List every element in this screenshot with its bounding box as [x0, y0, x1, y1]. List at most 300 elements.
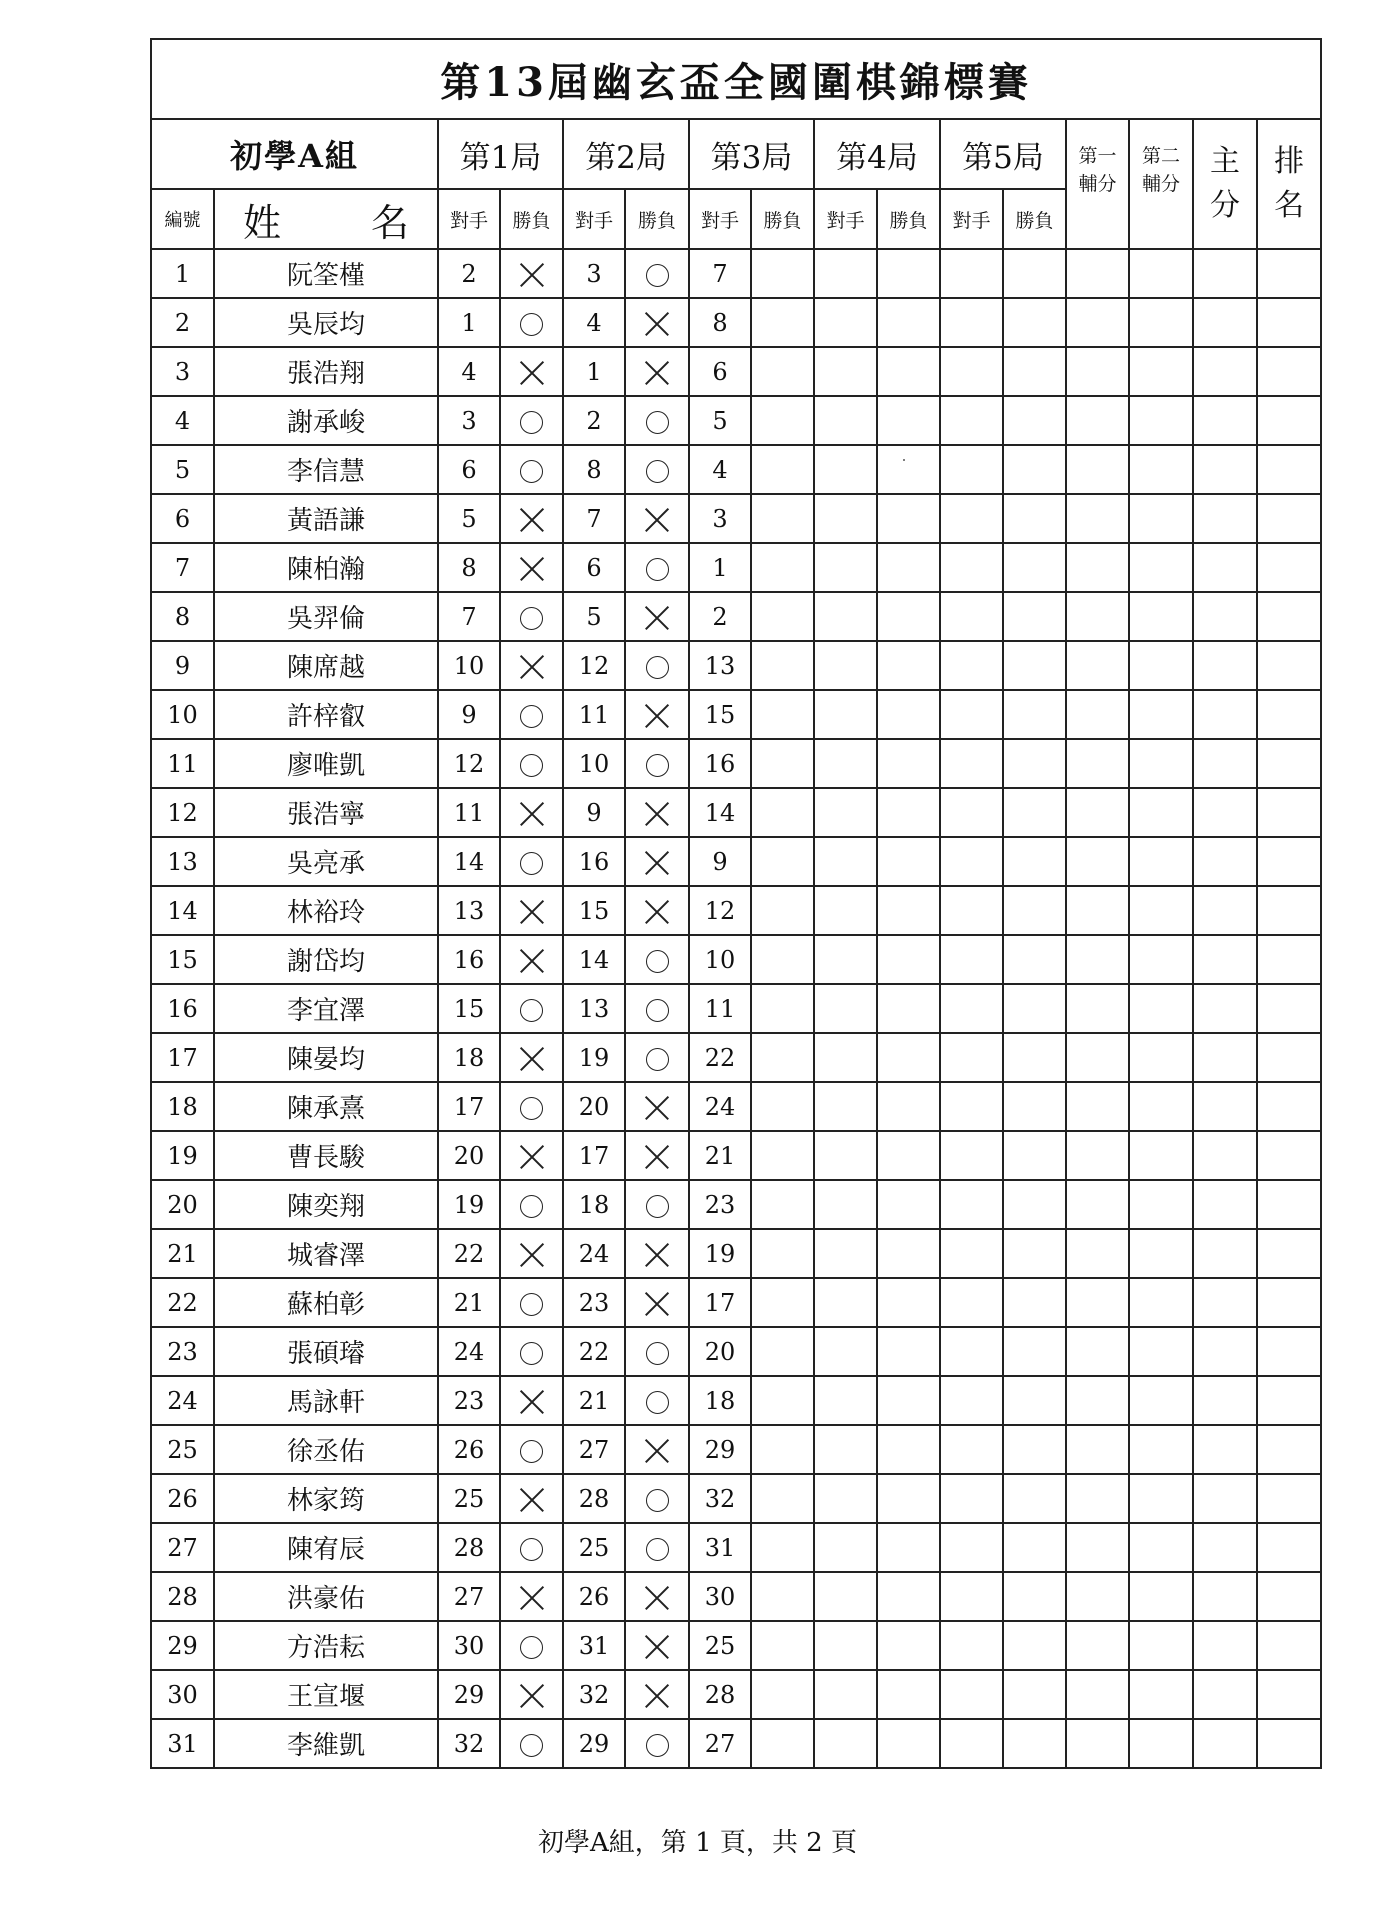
- round-4-result: [877, 396, 940, 445]
- round-3-opponent: 14: [689, 788, 751, 837]
- tiebreak-2-cell: [1129, 837, 1193, 886]
- rank-cell: [1257, 445, 1321, 494]
- round-2-opponent: 8: [563, 445, 625, 494]
- tiebreak-1-cell: [1066, 1131, 1129, 1180]
- tiebreak-1-cell: [1066, 886, 1129, 935]
- round-5-opponent: [940, 1719, 1003, 1768]
- loss-cross-icon: [519, 1683, 545, 1709]
- round-4-opponent: [814, 592, 877, 641]
- opponent-header: 對手: [814, 189, 877, 249]
- round-5-result: [1003, 445, 1066, 494]
- player-name: 林裕玲: [214, 886, 438, 935]
- round-1-result: [500, 1621, 563, 1670]
- opponent-header: 對手: [689, 189, 751, 249]
- tiebreak-2-cell: [1129, 788, 1193, 837]
- player-name: 林家筠: [214, 1474, 438, 1523]
- tiebreak-1-cell: [1066, 494, 1129, 543]
- rank-cell: [1257, 1523, 1321, 1572]
- round-5-opponent: [940, 1670, 1003, 1719]
- round-1-opponent: 27: [438, 1572, 500, 1621]
- table-row: [151, 1278, 1321, 1327]
- tiebreak-1-cell: [1066, 1425, 1129, 1474]
- rank-cell: [1257, 396, 1321, 445]
- win-circle-icon: [520, 754, 543, 777]
- round-3-opponent: 10: [689, 935, 751, 984]
- round-4-opponent: [814, 1572, 877, 1621]
- player-number: 16: [151, 984, 214, 1033]
- round-2-result: [625, 739, 689, 788]
- loss-cross-icon: [519, 262, 545, 288]
- round-2-result: [625, 1229, 689, 1278]
- round-1-opponent: 2: [438, 249, 500, 298]
- table-row: [151, 641, 1321, 690]
- round-4-opponent: [814, 298, 877, 347]
- round-2-result: [625, 935, 689, 984]
- round-1-result: [500, 396, 563, 445]
- round-3-result: [751, 690, 814, 739]
- rank-cell: [1257, 1327, 1321, 1376]
- round-2-opponent: 2: [563, 396, 625, 445]
- win-circle-icon: [646, 1489, 669, 1512]
- round-5-opponent: [940, 543, 1003, 592]
- loss-cross-icon: [644, 1585, 670, 1611]
- number-column-header: 編號: [151, 189, 214, 249]
- tiebreak-1-line1: 第一: [1078, 145, 1117, 167]
- main-score-cell: [1193, 739, 1257, 788]
- win-circle-icon: [520, 460, 543, 483]
- rank-cell: [1257, 1572, 1321, 1621]
- tiebreak-1-cell: [1066, 1670, 1129, 1719]
- rank-cell: [1257, 1376, 1321, 1425]
- round-2-opponent: 29: [563, 1719, 625, 1768]
- round-2-opponent: 23: [563, 1278, 625, 1327]
- round-5-opponent: [940, 347, 1003, 396]
- round-4-result: [877, 1425, 940, 1474]
- round-2-result: [625, 837, 689, 886]
- round-3-result: [751, 592, 814, 641]
- score-sheet: [150, 38, 1317, 1783]
- round-5-result: [1003, 494, 1066, 543]
- loss-cross-icon: [644, 801, 670, 827]
- round-2-result: [625, 984, 689, 1033]
- table-row: [151, 1670, 1321, 1719]
- win-circle-icon: [646, 264, 669, 287]
- round-2-result: [625, 690, 689, 739]
- round-2-result: [625, 1523, 689, 1572]
- rank-cell: [1257, 1033, 1321, 1082]
- player-number: 18: [151, 1082, 214, 1131]
- tiebreak-1-cell: [1066, 1621, 1129, 1670]
- player-name: 蘇柏彰: [214, 1278, 438, 1327]
- loss-cross-icon: [519, 1046, 545, 1072]
- loss-cross-icon: [519, 1242, 545, 1268]
- rank-cell: [1257, 1474, 1321, 1523]
- tiebreak-2-cell: [1129, 347, 1193, 396]
- player-name: 吳辰均: [214, 298, 438, 347]
- table-row: [151, 592, 1321, 641]
- main-score-cell: [1193, 1180, 1257, 1229]
- round-2-opponent: 21: [563, 1376, 625, 1425]
- player-number: 29: [151, 1621, 214, 1670]
- round-3-result: [751, 396, 814, 445]
- main-score-cell: [1193, 347, 1257, 396]
- round-5-result: [1003, 1474, 1066, 1523]
- round-5-opponent: [940, 935, 1003, 984]
- round-4-opponent: [814, 1621, 877, 1670]
- round-5-result: [1003, 1670, 1066, 1719]
- round-1-opponent: 19: [438, 1180, 500, 1229]
- round-3-result: [751, 445, 814, 494]
- tiebreak-1-cell: [1066, 641, 1129, 690]
- round-4-opponent: [814, 249, 877, 298]
- round-4-opponent: [814, 1327, 877, 1376]
- table-row: [151, 984, 1321, 1033]
- round-4-opponent: [814, 641, 877, 690]
- round-3-opponent: 5: [689, 396, 751, 445]
- round-5-opponent: [940, 1180, 1003, 1229]
- round-2-opponent: 4: [563, 298, 625, 347]
- main-score-cell: [1193, 298, 1257, 347]
- rank-cell: [1257, 1229, 1321, 1278]
- table-row: [151, 886, 1321, 935]
- round-1-result: [500, 249, 563, 298]
- player-number: 30: [151, 1670, 214, 1719]
- player-name: 李維凱: [214, 1719, 438, 1768]
- win-circle-icon: [520, 1195, 543, 1218]
- player-number: 12: [151, 788, 214, 837]
- round-1-result: [500, 886, 563, 935]
- round-1-opponent: 15: [438, 984, 500, 1033]
- round-5-opponent: [940, 298, 1003, 347]
- main-score-cell: [1193, 837, 1257, 886]
- round-1-result: [500, 494, 563, 543]
- round-4-opponent: [814, 1082, 877, 1131]
- round-3-header: 第3局: [689, 119, 814, 189]
- round-3-result: [751, 1523, 814, 1572]
- round-5-opponent: [940, 445, 1003, 494]
- main-score-cell: [1193, 1670, 1257, 1719]
- player-name: 吳亮承: [214, 837, 438, 886]
- player-number: 8: [151, 592, 214, 641]
- player-name: 謝岱均: [214, 935, 438, 984]
- player-name: 陳承熹: [214, 1082, 438, 1131]
- round-4-result: [877, 1474, 940, 1523]
- tiebreak-1-cell: [1066, 935, 1129, 984]
- main-score-cell: [1193, 1327, 1257, 1376]
- tiebreak-2-cell: [1129, 1523, 1193, 1572]
- round-4-result: [877, 298, 940, 347]
- round-3-opponent: 23: [689, 1180, 751, 1229]
- round-2-opponent: 27: [563, 1425, 625, 1474]
- win-circle-icon: [520, 999, 543, 1022]
- round-1-result: [500, 1278, 563, 1327]
- round-5-opponent: [940, 1474, 1003, 1523]
- tiebreak-1-cell: [1066, 592, 1129, 641]
- round-3-result: [751, 1180, 814, 1229]
- tiebreak-1-cell: [1066, 1523, 1129, 1572]
- tiebreak-2-cell: [1129, 396, 1193, 445]
- rank-cell: [1257, 494, 1321, 543]
- round-5-opponent: [940, 1033, 1003, 1082]
- round-2-opponent: 17: [563, 1131, 625, 1180]
- round-5-opponent: [940, 886, 1003, 935]
- table-row: [151, 1376, 1321, 1425]
- rank-header: [1257, 119, 1321, 249]
- round-2-result: [625, 1033, 689, 1082]
- tiebreak-2-cell: [1129, 1327, 1193, 1376]
- round-1-result: [500, 445, 563, 494]
- name-header-char-1: 姓: [242, 200, 281, 245]
- round-2-result: [625, 592, 689, 641]
- loss-cross-icon: [644, 850, 670, 876]
- round-1-opponent: 21: [438, 1278, 500, 1327]
- win-circle-icon: [520, 313, 543, 336]
- main-score-cell: [1193, 249, 1257, 298]
- round-4-result: [877, 739, 940, 788]
- player-name: 曹長駿: [214, 1131, 438, 1180]
- table-row: [151, 298, 1321, 347]
- round-1-opponent: 20: [438, 1131, 500, 1180]
- loss-cross-icon: [519, 556, 545, 582]
- round-4-opponent: [814, 984, 877, 1033]
- round-5-result: [1003, 1621, 1066, 1670]
- tiebreak-2-cell: [1129, 1082, 1193, 1131]
- loss-cross-icon: [644, 703, 670, 729]
- main-score-cell: [1193, 396, 1257, 445]
- round-1-opponent: 11: [438, 788, 500, 837]
- player-name: 張浩翔: [214, 347, 438, 396]
- round-2-result: [625, 1376, 689, 1425]
- tiebreak-2-cell: [1129, 592, 1193, 641]
- round-5-result: [1003, 1033, 1066, 1082]
- player-name: 王宣堰: [214, 1670, 438, 1719]
- round-2-result: [625, 1670, 689, 1719]
- round-1-opponent: 30: [438, 1621, 500, 1670]
- round-5-opponent: [940, 1229, 1003, 1278]
- round-5-result: [1003, 396, 1066, 445]
- tiebreak-2-cell: [1129, 1180, 1193, 1229]
- round-3-result: [751, 1376, 814, 1425]
- round-4-result: [877, 984, 940, 1033]
- round-2-opponent: 32: [563, 1670, 625, 1719]
- round-2-opponent: 6: [563, 543, 625, 592]
- round-2-result: [625, 1327, 689, 1376]
- round-3-result: [751, 1474, 814, 1523]
- round-1-header: 第1局: [438, 119, 563, 189]
- round-2-opponent: 18: [563, 1180, 625, 1229]
- rank-cell: [1257, 788, 1321, 837]
- win-circle-icon: [520, 705, 543, 728]
- round-2-opponent: 25: [563, 1523, 625, 1572]
- tiebreak-1-cell: [1066, 690, 1129, 739]
- player-number: 27: [151, 1523, 214, 1572]
- round-2-result: [625, 1278, 689, 1327]
- round-3-opponent: 9: [689, 837, 751, 886]
- tiebreak-2-cell: [1129, 1425, 1193, 1474]
- tiebreak-2-cell: [1129, 1278, 1193, 1327]
- round-3-result: [751, 641, 814, 690]
- group-name: 初學A組: [151, 119, 438, 189]
- round-4-result: [877, 249, 940, 298]
- round-3-opponent: 30: [689, 1572, 751, 1621]
- player-number: 17: [151, 1033, 214, 1082]
- round-5-opponent: [940, 984, 1003, 1033]
- table-row: [151, 543, 1321, 592]
- round-5-result: [1003, 788, 1066, 837]
- tiebreak-2-cell: [1129, 1621, 1193, 1670]
- round-1-opponent: 10: [438, 641, 500, 690]
- tiebreak-2-cell: [1129, 543, 1193, 592]
- win-circle-icon: [646, 460, 669, 483]
- round-2-opponent: 31: [563, 1621, 625, 1670]
- loss-cross-icon: [644, 1291, 670, 1317]
- main-score-cell: [1193, 1474, 1257, 1523]
- round-3-opponent: 1: [689, 543, 751, 592]
- player-number: 24: [151, 1376, 214, 1425]
- rank-cell: [1257, 1082, 1321, 1131]
- round-3-opponent: 19: [689, 1229, 751, 1278]
- round-1-result: [500, 347, 563, 396]
- player-number: 7: [151, 543, 214, 592]
- loss-cross-icon: [644, 1144, 670, 1170]
- round-1-opponent: 16: [438, 935, 500, 984]
- round-1-opponent: 8: [438, 543, 500, 592]
- round-3-result: [751, 1670, 814, 1719]
- round-1-opponent: 17: [438, 1082, 500, 1131]
- round-1-result: [500, 543, 563, 592]
- win-circle-icon: [646, 950, 669, 973]
- round-2-opponent: 20: [563, 1082, 625, 1131]
- round-3-opponent: 27: [689, 1719, 751, 1768]
- tiebreak-1-cell: [1066, 445, 1129, 494]
- round-3-result: [751, 298, 814, 347]
- round-3-opponent: 21: [689, 1131, 751, 1180]
- round-2-header: 第2局: [563, 119, 689, 189]
- tiebreak-1-cell: [1066, 984, 1129, 1033]
- round-3-result: [751, 347, 814, 396]
- round-1-result: [500, 984, 563, 1033]
- player-number: 5: [151, 445, 214, 494]
- round-5-opponent: [940, 1425, 1003, 1474]
- round-2-result: [625, 298, 689, 347]
- round-4-result: [877, 1180, 940, 1229]
- tiebreak-2-cell: [1129, 690, 1193, 739]
- round-5-result: [1003, 298, 1066, 347]
- rank-cell: [1257, 1719, 1321, 1768]
- round-4-opponent: [814, 690, 877, 739]
- rank-cell: [1257, 984, 1321, 1033]
- round-5-result: [1003, 543, 1066, 592]
- tiebreak-1-cell: [1066, 1278, 1129, 1327]
- player-name: 李信慧: [214, 445, 438, 494]
- round-3-result: [751, 1621, 814, 1670]
- win-circle-icon: [520, 852, 543, 875]
- table-row: [151, 1572, 1321, 1621]
- result-header: 勝負: [1003, 189, 1066, 249]
- round-4-opponent: [814, 1229, 877, 1278]
- round-3-opponent: 2: [689, 592, 751, 641]
- rank-cell: [1257, 886, 1321, 935]
- round-2-result: [625, 494, 689, 543]
- name-header-char-2: 名: [371, 200, 410, 245]
- win-circle-icon: [646, 1391, 669, 1414]
- main-score-cell: [1193, 592, 1257, 641]
- tiebreak-2-cell: [1129, 1376, 1193, 1425]
- round-1-opponent: 28: [438, 1523, 500, 1572]
- rank-cell: [1257, 690, 1321, 739]
- round-2-opponent: 3: [563, 249, 625, 298]
- tiebreak-2-cell: [1129, 1670, 1193, 1719]
- table-row: [151, 788, 1321, 837]
- round-3-result: [751, 1082, 814, 1131]
- round-4-opponent: [814, 1719, 877, 1768]
- round-2-opponent: 1: [563, 347, 625, 396]
- round-2-opponent: 5: [563, 592, 625, 641]
- round-2-result: [625, 1180, 689, 1229]
- win-circle-icon: [646, 1048, 669, 1071]
- player-number: 28: [151, 1572, 214, 1621]
- round-1-opponent: 26: [438, 1425, 500, 1474]
- round-2-opponent: 16: [563, 837, 625, 886]
- round-3-result: [751, 935, 814, 984]
- result-header: 勝負: [625, 189, 689, 249]
- round-5-result: [1003, 1523, 1066, 1572]
- round-5-opponent: [940, 494, 1003, 543]
- round-3-result: [751, 837, 814, 886]
- round-1-result: [500, 1229, 563, 1278]
- round-3-result: [751, 1719, 814, 1768]
- player-number: 9: [151, 641, 214, 690]
- round-3-opponent: 15: [689, 690, 751, 739]
- rank-line2: 名: [1274, 188, 1305, 223]
- round-1-result: [500, 788, 563, 837]
- round-1-opponent: 6: [438, 445, 500, 494]
- round-1-result: [500, 1082, 563, 1131]
- round-1-opponent: 1: [438, 298, 500, 347]
- round-4-result: [877, 1719, 940, 1768]
- loss-cross-icon: [519, 507, 545, 533]
- tiebreak-2-cell: [1129, 641, 1193, 690]
- round-5-opponent: [940, 1082, 1003, 1131]
- win-circle-icon: [520, 1097, 543, 1120]
- player-number: 23: [151, 1327, 214, 1376]
- round-5-result: [1003, 347, 1066, 396]
- round-1-result: [500, 1033, 563, 1082]
- table-row: [151, 396, 1321, 445]
- round-5-result: [1003, 592, 1066, 641]
- win-circle-icon: [520, 1293, 543, 1316]
- round-3-opponent: 13: [689, 641, 751, 690]
- round-5-result: [1003, 1719, 1066, 1768]
- round-1-result: [500, 837, 563, 886]
- round-4-opponent: [814, 347, 877, 396]
- round-4-result: [877, 1033, 940, 1082]
- loss-cross-icon: [644, 605, 670, 631]
- win-circle-icon: [646, 1342, 669, 1365]
- round-1-result: [500, 1719, 563, 1768]
- round-2-opponent: 24: [563, 1229, 625, 1278]
- round-2-result: [625, 1719, 689, 1768]
- tiebreak-1-cell: [1066, 543, 1129, 592]
- player-name: 陳席越: [214, 641, 438, 690]
- round-2-opponent: 13: [563, 984, 625, 1033]
- main-score-line1: 主: [1210, 144, 1240, 179]
- round-1-opponent: 13: [438, 886, 500, 935]
- table-row: [151, 690, 1321, 739]
- win-circle-icon: [646, 999, 669, 1022]
- tiebreak-2-cell: [1129, 739, 1193, 788]
- round-3-result: [751, 1229, 814, 1278]
